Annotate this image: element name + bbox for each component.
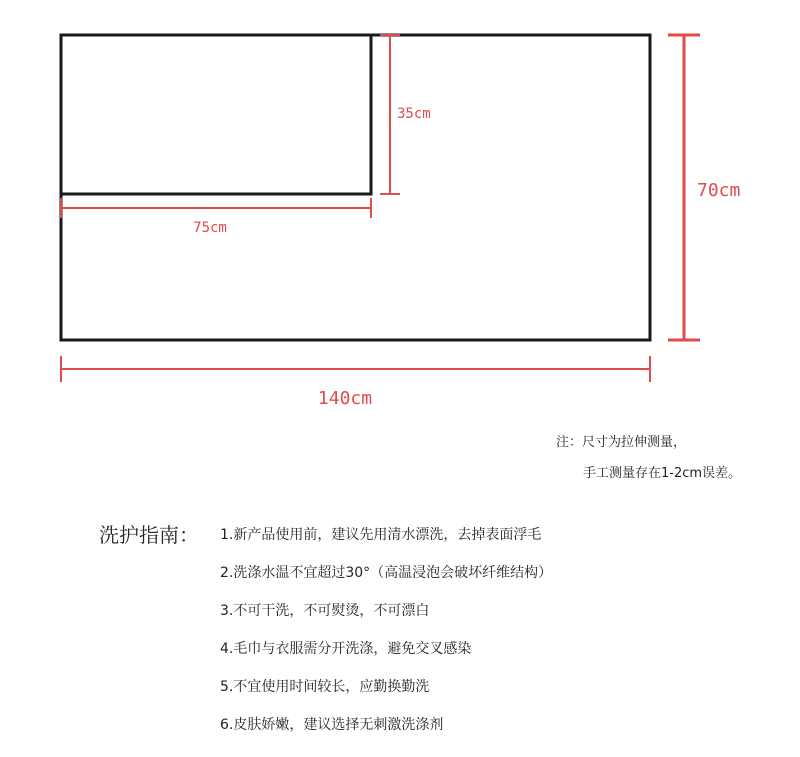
care-guide-list [220,524,552,752]
care-item: 3.不可干洗，不可熨烫，不可漂白 [220,603,430,619]
large-height-label: 70cm [697,180,741,201]
measurement-note-line-1: 注：尺寸为拉伸测量， [556,435,687,450]
care-item: 2.洗涤水温不宜超过30°（高温浸泡会破坏纤维结构） [220,565,553,581]
large-towel-outline [61,35,650,340]
small-width-dimension [61,198,371,218]
care-item: 6.皮肤娇嫩，建议选择无刺激洗涤剂 [220,717,444,733]
large-width-dimension [61,356,650,382]
care-item: 1.新产品使用前，建议先用清水漂洗，去掉表面浮毛 [220,527,542,543]
small-towel-outline [61,35,371,194]
small-height-label: 35cm [397,106,431,122]
small-width-label: 75cm [193,220,227,236]
large-width-label: 140cm [317,388,373,409]
measurement-note-line-2: 手工测量存在1-2cm误差。 [583,466,742,481]
large-height-dimension [668,35,700,340]
care-item: 5.不宜使用时间较长，应勤换勤洗 [220,679,430,695]
care-guide-title: 洗护指南： [99,523,199,547]
care-item: 4.毛巾与衣服需分开洗涤，避免交叉感染 [220,641,472,657]
